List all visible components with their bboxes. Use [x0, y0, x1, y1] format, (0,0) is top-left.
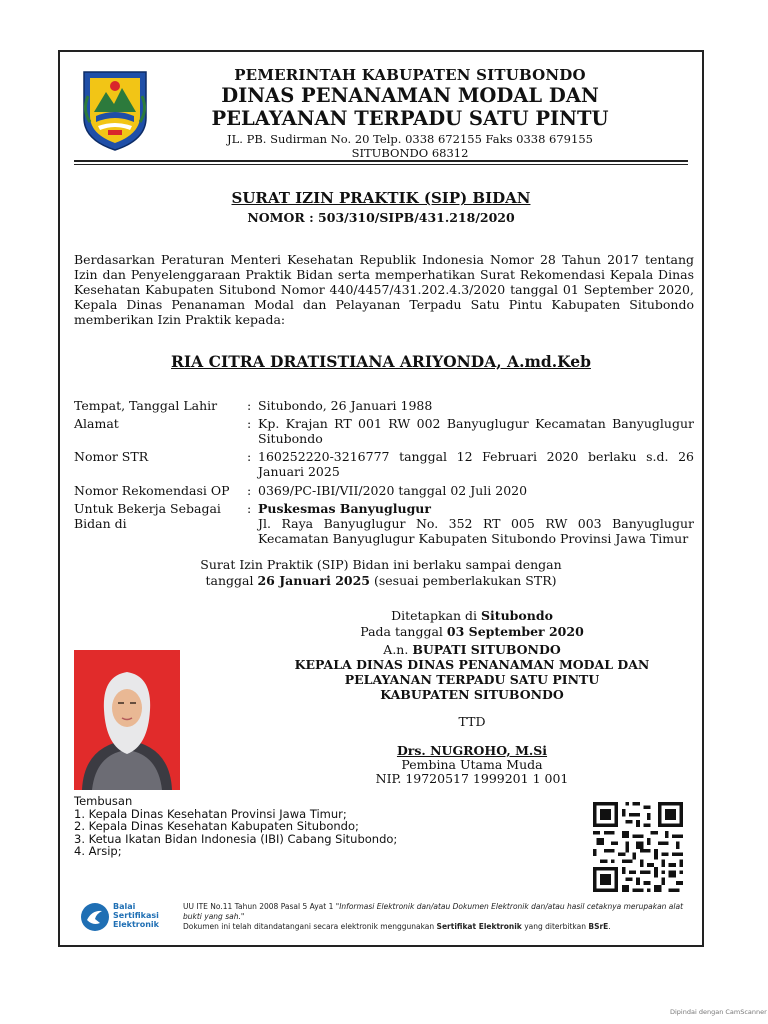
field-label-recommendation: Nomor Rekomendasi OP — [74, 483, 230, 498]
footer-law: UU ITE No.11 Tahun 2008 Pasal 5 Ayat 1 "Informasi Elektronik dan/atau Dokumen Elektronik dan/atau hasil cetaknya merupakan alat bukti yang sah." — [183, 902, 684, 921]
field-colon: : — [247, 398, 252, 413]
signature-date: Pada tanggal 03 September 2020 — [360, 624, 584, 639]
list-item: 4. Arsip; — [74, 844, 122, 858]
field-colon: : — [247, 501, 252, 516]
holder-photo — [74, 650, 180, 790]
field-colon: : — [247, 449, 252, 464]
letterhead-rule-thin — [74, 164, 688, 165]
field-label-address: Alamat — [74, 416, 119, 431]
signature-office: KEPALA DINAS DINAS PENANAMAN MODAL DAN PELAYANAN TERPADU SATU PINTU KABUPATEN SITUBONDO — [294, 657, 650, 702]
qr-code — [593, 802, 683, 892]
regency-emblem-logo — [78, 66, 152, 152]
field-value-address: Kp. Krajan RT 001 RW 002 Banyuglugur Kecamatan Banyuglugur Situbondo — [258, 416, 694, 446]
signature-on-behalf: A.n. BUPATI SITUBONDO — [383, 642, 561, 657]
signer-name: Drs. NUGROHO, M.Si — [396, 743, 548, 758]
field-value-str: 160252220-3216777 tanggal 12 Februari 2020 berlaku s.d. 26 Januari 2025 — [258, 449, 694, 479]
copies-title: Tembusan — [74, 794, 133, 808]
field-value-workplace — [258, 501, 694, 546]
list-item: 2. Kepala Dinas Kesehatan Kabupaten Situbondo; — [74, 819, 359, 833]
recipient-name: RIA CITRA DRATISTIANA ARIYONDA, A.md.Keb — [171, 352, 591, 371]
workplace-address: Jl. Raya Banyuglugur No. 352 RT 005 RW 003 Banyuglugur Kecamatan Banyuglugur Kabupaten Situbondo Provinsi Jawa Timur — [258, 516, 694, 546]
field-value-recommendation: 0369/PC-IBI/VII/2020 tanggal 02 Juli 2020 — [258, 483, 528, 498]
signer-nip: NIP. 19720517 1999201 1 001 — [375, 771, 569, 786]
address-street: JL. PB. Sudirman No. 20 Telp. 0338 672155 Faks 0338 679155 — [227, 132, 593, 146]
letterhead-rule-thick — [74, 160, 688, 162]
bsre-wordmark: Balai Sertifikasi Elektronik — [113, 902, 159, 929]
validity-line2: tanggal 26 Januari 2025 (sesuai pemberlakukan STR) — [205, 573, 557, 588]
signature-place: Ditetapkan di Situbondo — [391, 608, 553, 623]
field-label-birth: Tempat, Tanggal Lahir — [74, 398, 218, 413]
document-title: SURAT IZIN PRAKTIK (SIP) BIDAN — [231, 189, 531, 207]
legal-footer — [183, 902, 695, 932]
letterhead-agency — [170, 84, 650, 130]
bsre-logo — [80, 900, 175, 940]
field-colon: : — [247, 483, 252, 498]
validity-date: 26 Januari 2025 — [257, 573, 370, 588]
document-number: NOMOR : 503/310/SIPB/431.218/2020 — [247, 210, 515, 225]
workplace-name: Puskesmas Banyuglugur — [258, 501, 431, 516]
footer-signature-note: Dokumen ini telah ditandatangani secara elektronik menggunakan Sertifikat Elektronik yang diterbitkan BSrE. — [183, 922, 611, 931]
field-value-birth: Situbondo, 26 Januari 1988 — [258, 398, 433, 413]
validity-line1: Surat Izin Praktik (SIP) Bidan ini berlaku sampai dengan — [200, 557, 562, 572]
signer-rank: Pembina Utama Muda — [401, 757, 543, 772]
validity-statement — [74, 557, 688, 589]
letterhead-agency-line2: PELAYANAN TERPADU SATU PINTU — [211, 107, 609, 130]
address-city: SITUBONDO 68312 — [351, 146, 469, 160]
field-label-str: Nomor STR — [74, 449, 149, 464]
bsre-emblem-icon — [80, 902, 110, 932]
list-item: 1. Kepala Dinas Kesehatan Provinsi Jawa Timur; — [74, 806, 347, 821]
field-colon: : — [247, 416, 252, 431]
field-label-workplace: Untuk Bekerja Sebagai Bidan di — [74, 501, 221, 531]
copies-list — [74, 795, 494, 858]
list-item: 3. Ketua Ikatan Bidan Indonesia (IBI) Cabang Situbondo; — [74, 831, 398, 846]
scanner-watermark: Dipindai dengan CamScanner — [670, 1008, 767, 1016]
letterhead-agency-line1: DINAS PENANAMAN MODAL DAN — [221, 84, 599, 107]
letterhead-government: PEMERINTAH KABUPATEN SITUBONDO — [234, 66, 586, 84]
signature-ttd: TTD — [458, 714, 486, 729]
letterhead-address — [170, 132, 650, 160]
intro-paragraph: Berdasarkan Peraturan Menteri Kesehatan Republik Indonesia Nomor 28 Tahun 2017 tentang Izin dan Penyelenggaraan Praktik Bidan serta memperhatikan Surat Rekomendasi Kepala Dinas Kesehatan Kabupaten Situbond Nomor 440/4457/431.202.4.3/2020 tanggal 01 September 2020, Kepala Dinas Penanaman Modal dan Pelayanan Terpadu Satu Pintu Kabupaten Situbondo memberikan Izin Praktik kepada: — [74, 252, 694, 327]
